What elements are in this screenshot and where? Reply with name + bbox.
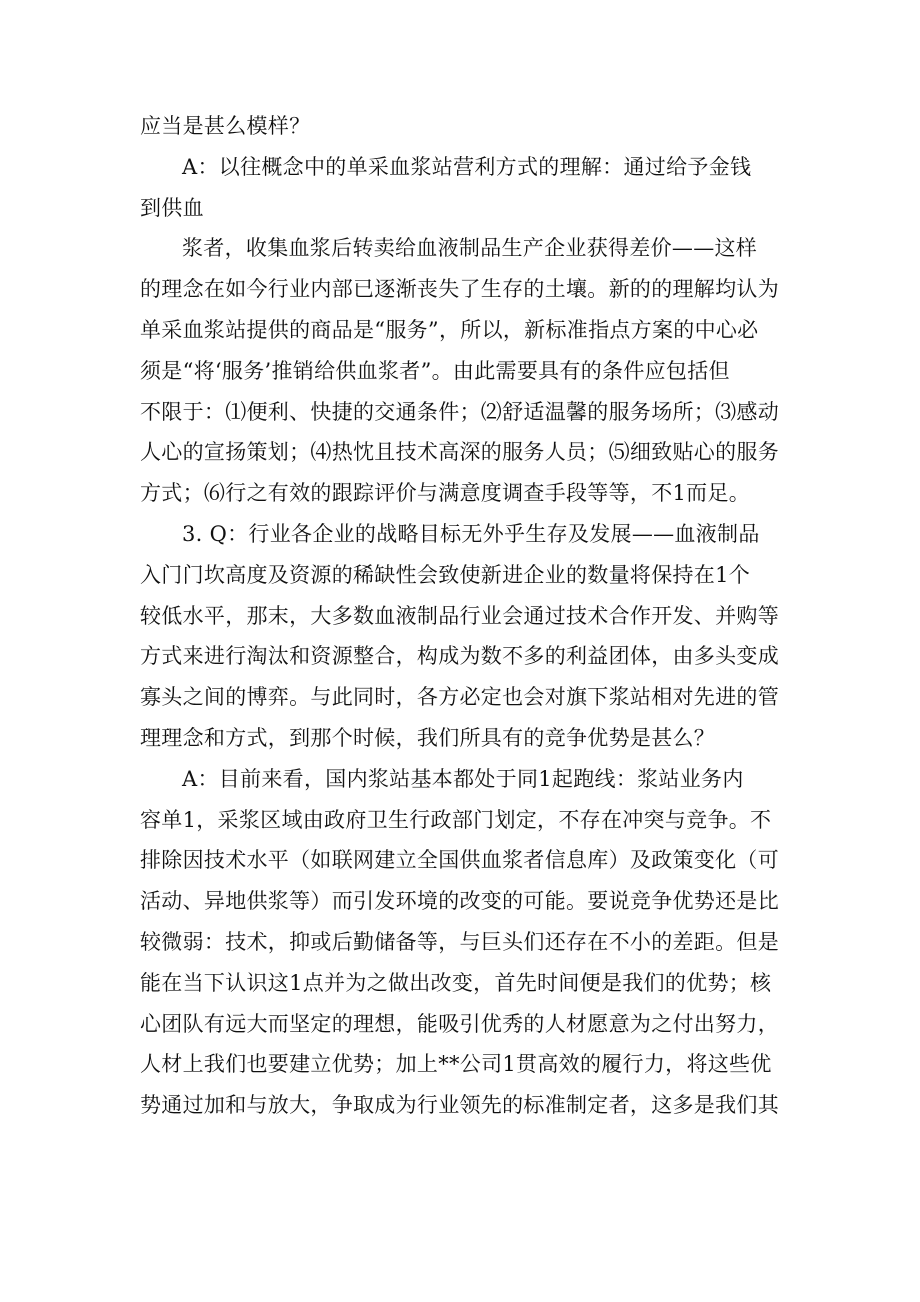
text-line: 浆者，收集血浆后转卖给血液制品生产企业获得差价——这样 [182, 236, 758, 261]
text-line: 较低水平，那末，大多数血液制品行业会通过技术合作开发、并购等 [140, 603, 779, 628]
text-line: 方式；⑹行之有效的跟踪评价与满意度调查手段等等，不1而足。 [140, 481, 751, 506]
text-line: 排除因技术水平（如联网建立全国供血浆者信息库）及政策变化（可 [140, 848, 779, 873]
text-line: 须是“将‘服务’推销给供血浆者”。由此需要具有的条件应包括但 [140, 358, 730, 383]
text-line: 方式来进行淘汰和资源整合，构成为数不多的利益团体，由多头变成 [140, 644, 779, 669]
text-line: 入门门坎高度及资源的稀缺性会致使新进企业的数量将保持在1个 [140, 562, 751, 587]
text-line: 应当是甚么模样？ [140, 114, 311, 138]
text-line: 容单1，采浆区域由政府卫生行政部门划定，不存在冲突与竞争。不 [140, 807, 772, 832]
text-line: 单采血浆站提供的商品是“服务”，所以，新标准指点方案的中心必 [140, 317, 759, 342]
text-line: 的理念在如今行业内部已逐渐丧失了生存的土壤。新的的理解均认为 [140, 277, 779, 302]
text-line: A：目前来看，国内浆站基本都处于同1起跑线：浆站业务内 [182, 766, 744, 791]
text-line: 势通过加和与放大，争取成为行业领先的标准制定者，这多是我们其 [140, 1093, 779, 1118]
text-line: A：以往概念中的单采血浆站营利方式的理解：通过给予金钱 [182, 154, 752, 179]
text-line: 活动、异地供浆等）而引发环境的改变的可能。要说竞争优势还是比 [140, 889, 779, 914]
text-line: 人心的宣扬策划；⑷热忱且技术高深的服务人员；⑸细致贴心的服务 [140, 440, 779, 465]
text-line: 人材上我们也要建立优势；加上**公司1贯高效的履行力，将这些优 [140, 1052, 772, 1077]
text-line: 3. Q：行业各企业的战略目标无外乎生存及发展——血液制品 [182, 521, 760, 546]
text-line: 到供血 [140, 195, 204, 220]
text-line: 较微弱：技术，抑或后勤储备等，与巨头们还存在不小的差距。但是 [140, 929, 779, 954]
text-line: 不限于：⑴便利、快捷的交通条件；⑵舒适温馨的服务场所；⑶感动 [140, 399, 779, 424]
text-line: 理理念和方式，到那个时候，我们所具有的竞争优势是甚么？ [140, 725, 716, 750]
text-line: 心团队有远大而坚定的理想，能吸引优秀的人材愿意为之付出努力， [140, 1011, 779, 1036]
text-line: 能在当下认识这1点并为之做出改变，首先时间便是我们的优势；核 [140, 970, 772, 995]
document-body-text [140, 106, 785, 1126]
text-line: 寡头之间的博弈。与此同时，各方必定也会对旗下浆站相对先进的管 [140, 685, 779, 710]
